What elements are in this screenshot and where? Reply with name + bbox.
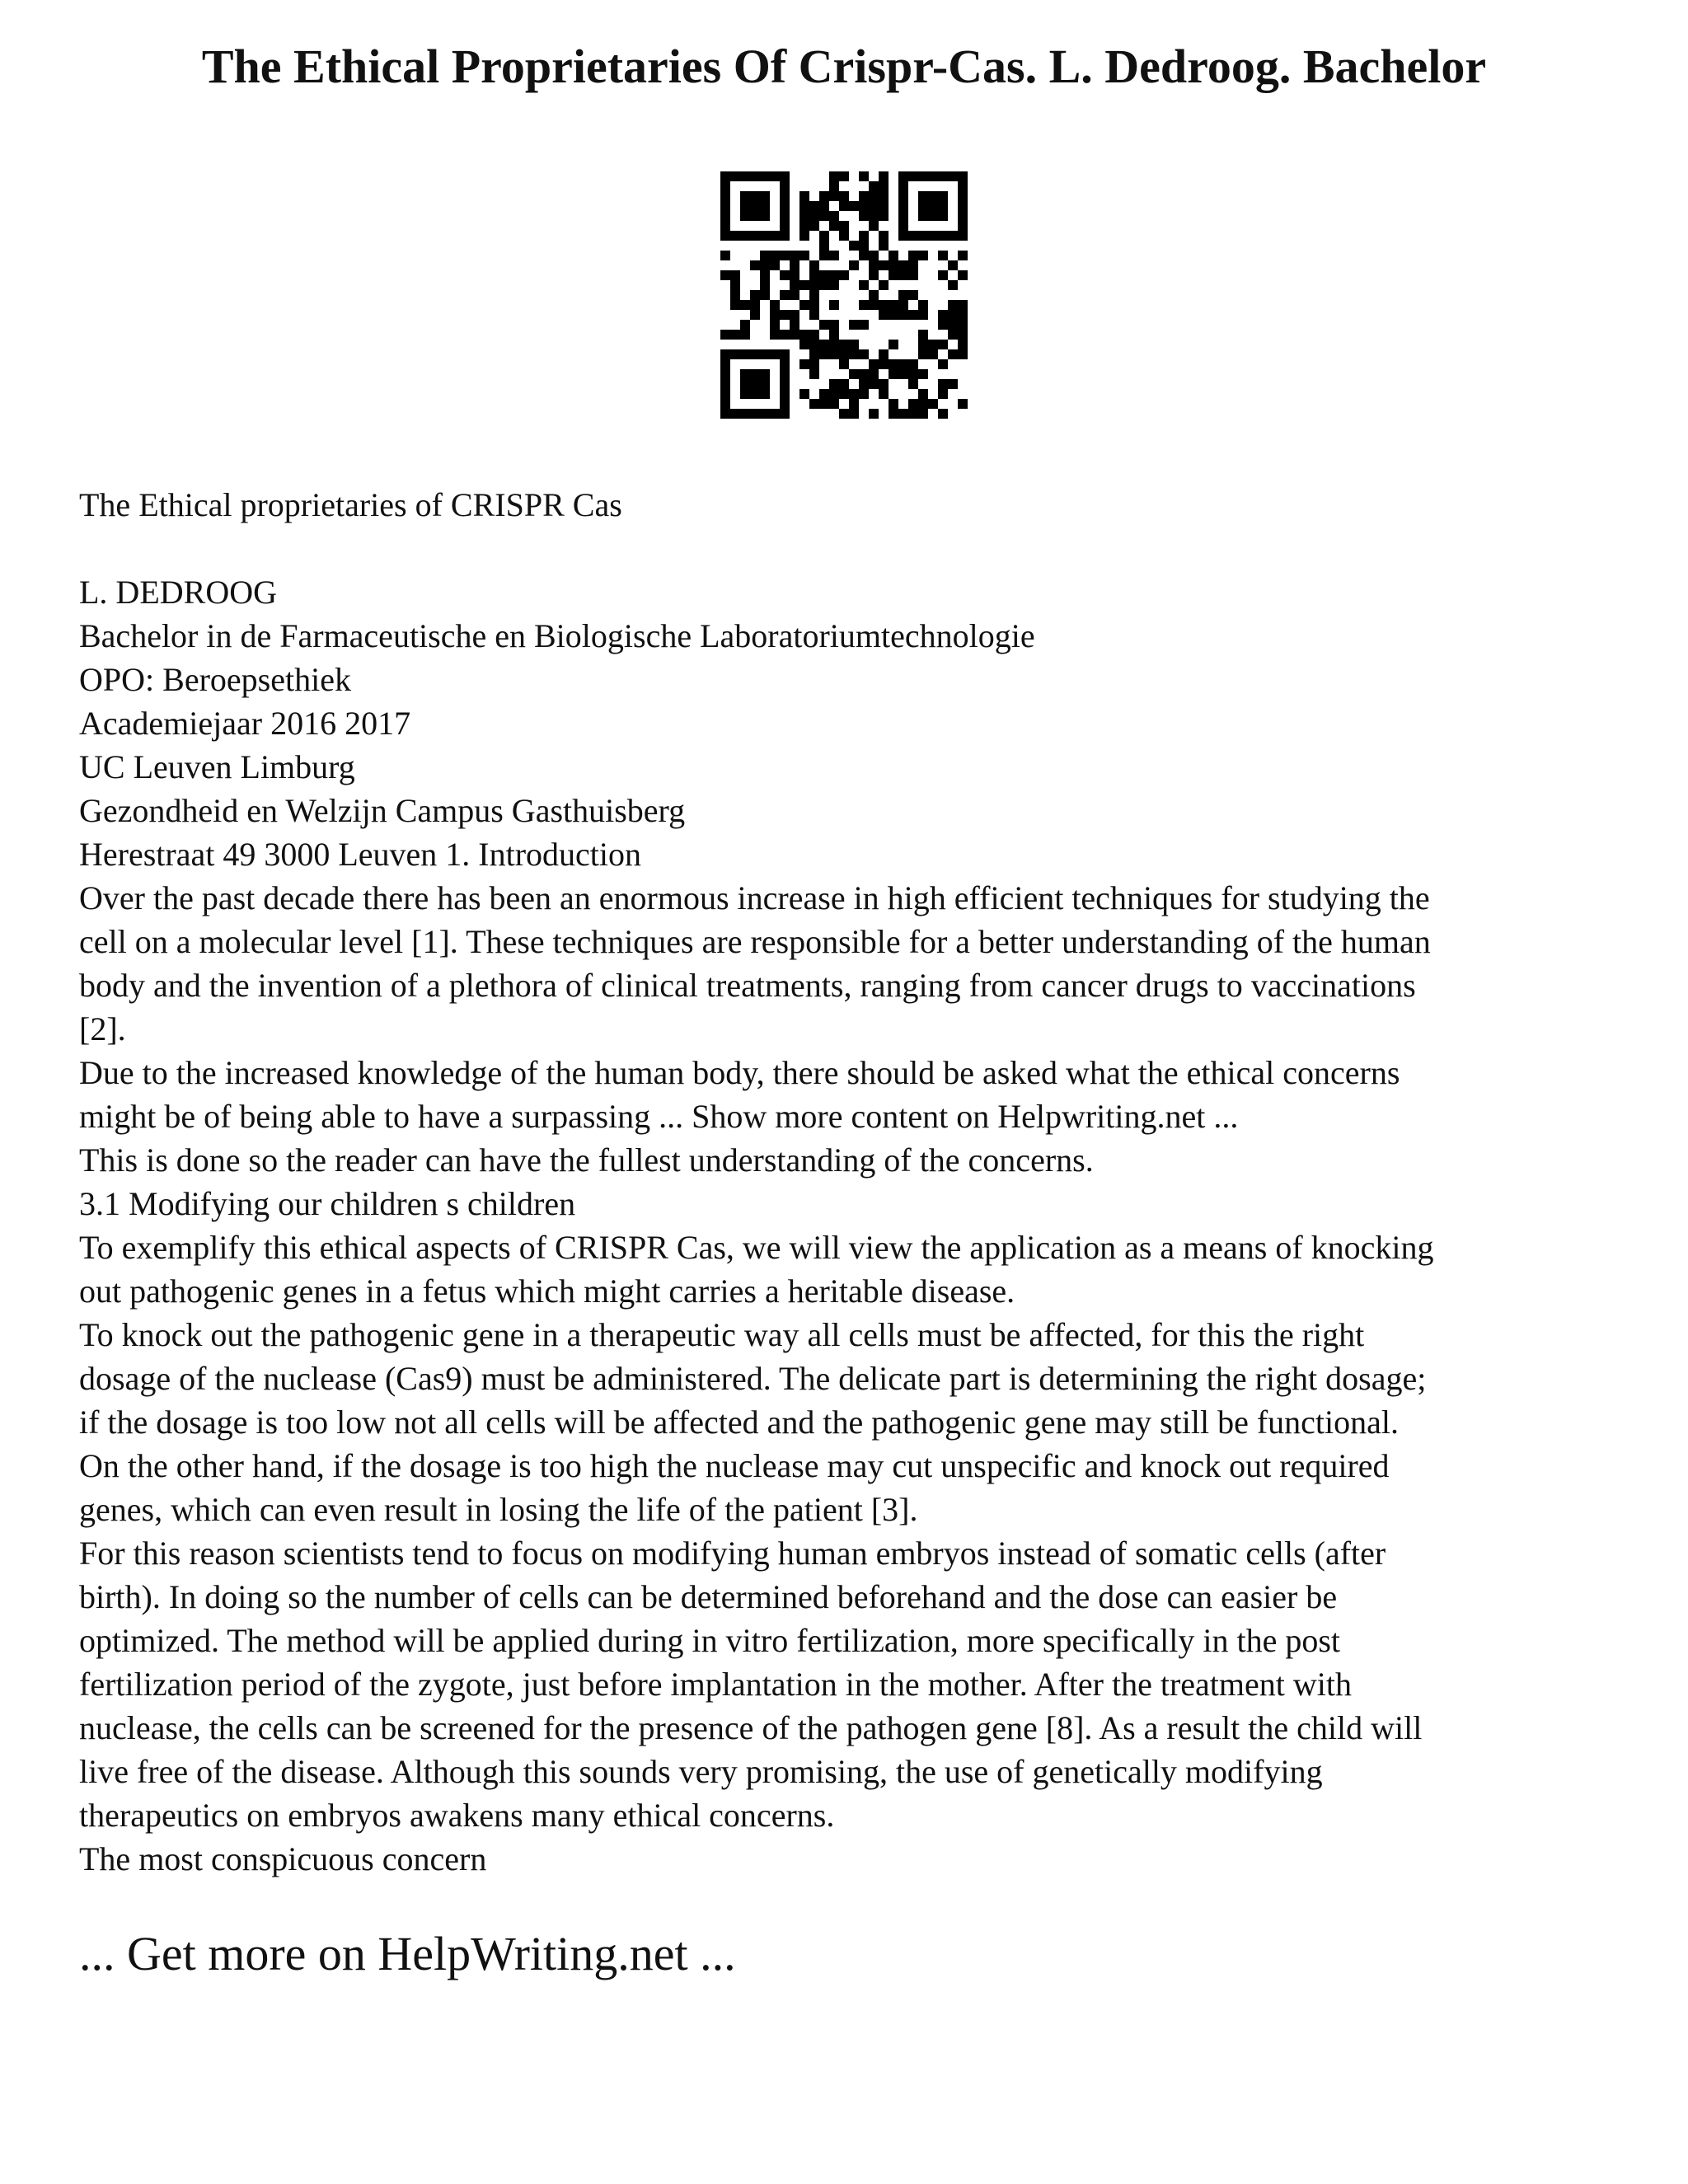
text-line: nuclease, the cells can be screened for the presence of the pathogen gene [8]. As a result the child will [79,1709,1423,1746]
text-line: might be of being able to have a surpassing ... Show more content on Helpwriting.net ... [79,1098,1239,1135]
section-heading: 3.1 Modifying our children s children [79,1185,576,1222]
text-line: birth). In doing so the number of cells can be determined beforehand and the dose can easier be [79,1578,1338,1615]
text-line: live free of the disease. Although this sounds very promising, the use of genetically modifying [79,1753,1323,1790]
author-block [79,570,1629,876]
text-line: cell on a molecular level [1]. These techniques are responsible for a better understanding of the human [79,923,1431,960]
text-line: Over the past decade there has been an enormous increase in high efficient techniques for studying the [79,879,1430,916]
text-line: therapeutics on embryos awakens many ethical concerns. [79,1797,835,1834]
document-body [79,483,1629,1881]
author-program: Bachelor in de Farmaceutische en Biologische Laboratoriumtechnologie [79,617,1035,654]
text-line: body and the invention of a plethora of clinical treatments, ranging from cancer drugs to vaccinations [79,967,1416,1004]
text-line: To exemplify this ethical aspects of CRISPR Cas, we will view the application as a means of knocking [79,1229,1434,1266]
qr-code-graphic [720,171,968,419]
text-line: On the other hand, if the dosage is too high the nuclease may cut unspecific and knock out required [79,1447,1390,1484]
text-line: out pathogenic genes in a fetus which might carries a heritable disease. [79,1272,1015,1310]
get-more-link[interactable]: ... Get more on HelpWriting.net ... [79,1927,736,1980]
text-line: optimized. The method will be applied during in vitro fertilization, more specifically in the post [79,1622,1340,1659]
author-institution: UC Leuven Limburg [79,748,355,785]
text-line: if the dosage is too low not all cells will be affected and the pathogenic gene may still be functional. [79,1404,1400,1441]
text-line: dosage of the nuclease (Cas9) must be administered. The delicate part is determining the right dosage; [79,1360,1427,1397]
text-line: The most conspicuous concern [79,1840,487,1877]
text-line: [2]. [79,1010,126,1047]
spacer [79,527,1629,570]
author-name: L. DEDROOG [79,574,277,611]
text-line: fertilization period of the zygote, just before implantation in the mother. After the treatment with [79,1666,1352,1703]
text-line: genes, which can even result in losing the life of the patient [3]. [79,1491,918,1528]
author-year: Academiejaar 2016 2017 [79,705,411,742]
text-line: For this reason scientists tend to focus on modifying human embryos instead of somatic cells (after [79,1535,1386,1572]
document-title: The Ethical proprietaries of CRISPR Cas [79,486,622,523]
qr-code-icon [720,171,968,419]
essay-text [79,876,1629,1881]
author-course: OPO: Beroepsethiek [79,661,351,698]
author-campus: Gezondheid en Welzijn Campus Gasthuisberg [79,792,686,829]
page-title: The Ethical Proprietaries Of Crispr-Cas. L. Dedroog. Bachelor [201,40,1487,93]
author-address: Herestraat 49 3000 Leuven 1. Introduction [79,836,642,873]
text-line: Due to the increased knowledge of the human body, there should be asked what the ethical concerns [79,1054,1400,1091]
text-line: To knock out the pathogenic gene in a therapeutic way all cells must be affected, for this the right [79,1316,1365,1353]
text-line: This is done so the reader can have the fullest understanding of the concerns. [79,1141,1094,1179]
